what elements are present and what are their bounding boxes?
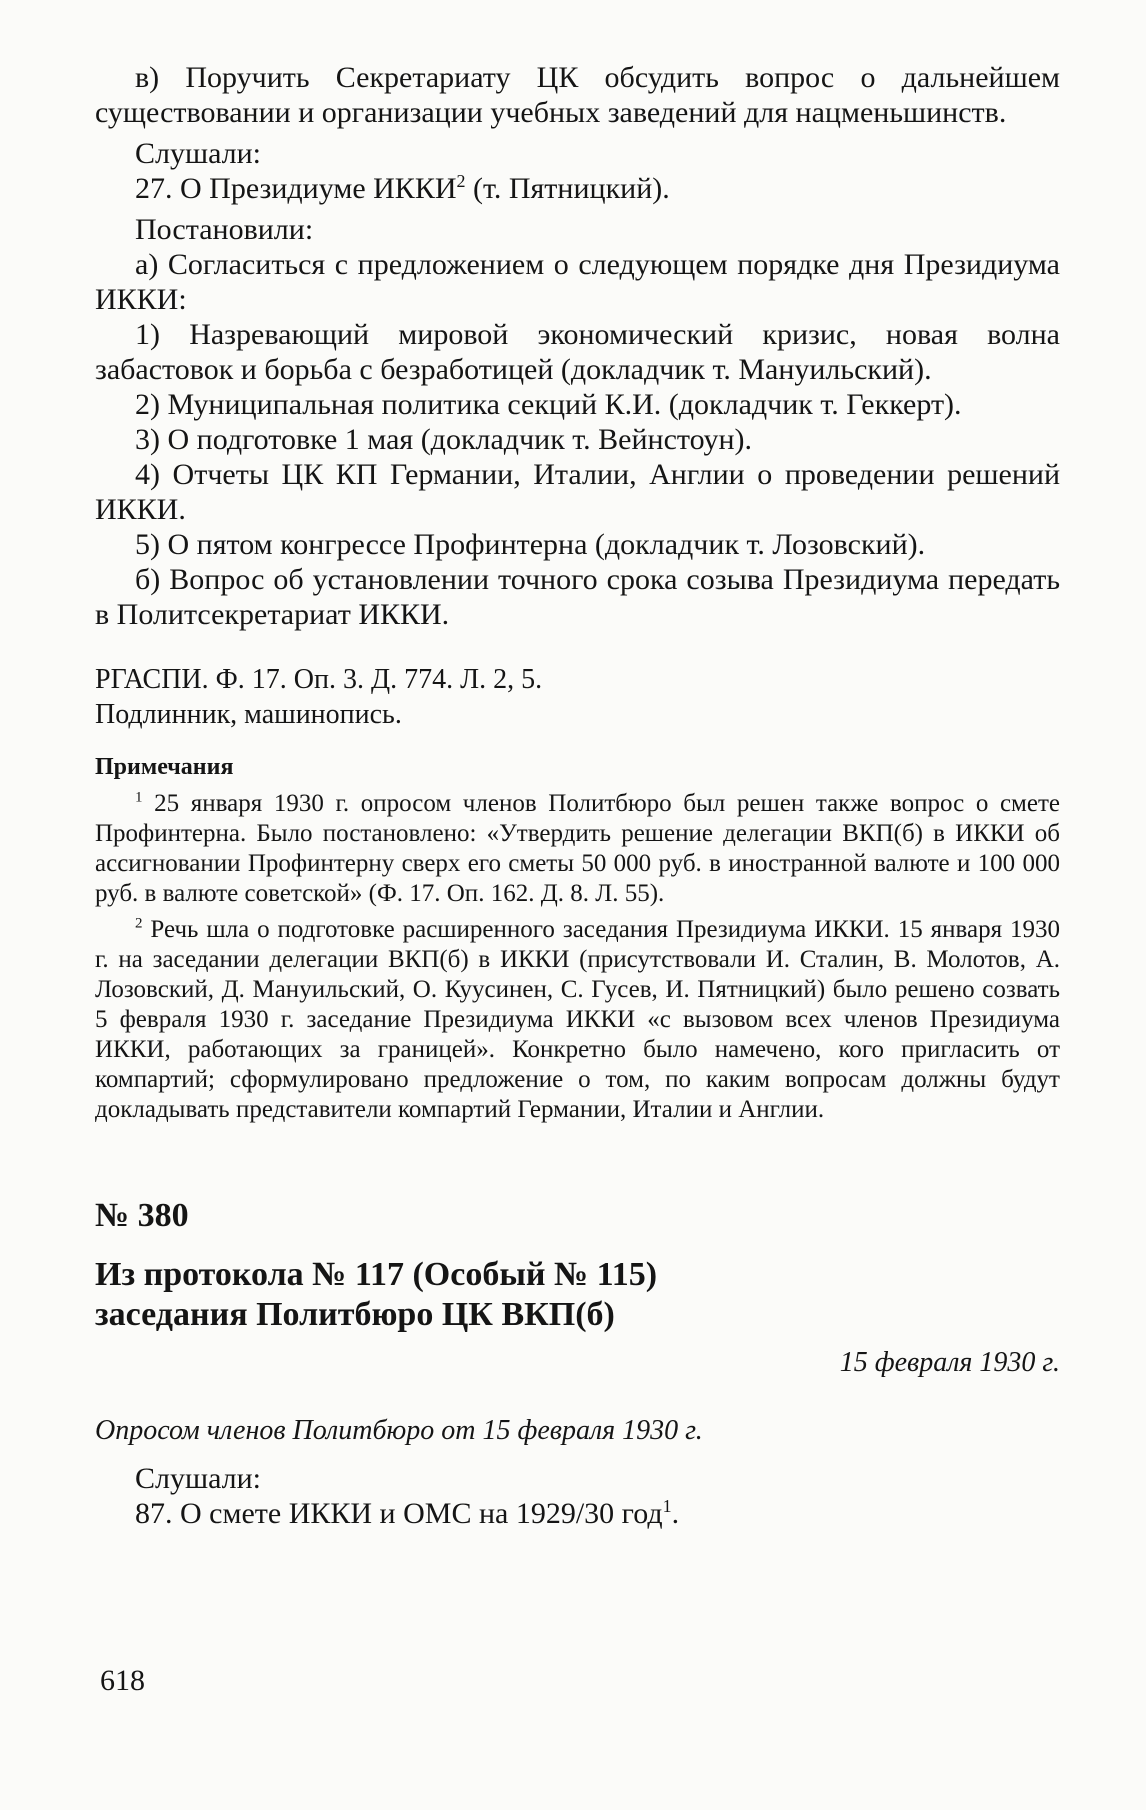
heading-line-1: Из протокола № 117 (Особый № 115) (95, 1256, 658, 1293)
decision-method: Опросом членов Политбюро от 15 февраля 1930 г. (95, 1415, 703, 1446)
footnote-2-text: Речь шла о подготовке расширенного заседания Президиума ИККИ. 15 января 1930 г. на заседании делегации ВКП(б) в ИККИ (присутствовали И. Сталин, В. Молотов, А. Лозовский, Д. Мануильский, О. Куусинен, С. Гусев, И. Пятницкий) было решено созвать 5 февраля 1930 г. заседание Президиума ИККИ «с вызовом всех членов Президиума ИККИ, работающих за границей». Конкретно было намечено, кого пригласить от компартий; сформулировано предложение о том, по каким вопросам должны будут докладывать представители компартий Германии, Италии и Англии. (95, 916, 1060, 1123)
document-date: 15 февраля 1930 г. (839, 1347, 1060, 1378)
agenda-item-2: 2) Муниципальная политика секций К.И. (докладчик т. Геккерт). (135, 388, 962, 421)
item-b: б) Вопрос об установлении точного срока созыва Президиума передать в Политсекретариат ИККИ. (95, 563, 1060, 631)
footnote-1-mark: 1 (135, 789, 143, 806)
notes-title: Примечания (95, 754, 234, 780)
footnote-ref-2: 2 (456, 171, 466, 191)
footnote-1 (95, 789, 1060, 909)
resolved-label: Постановили: (135, 213, 314, 246)
point-87 (95, 1496, 1060, 1531)
point-87-tail: . (671, 1497, 680, 1530)
book-page (95, 60, 1060, 1760)
footnote-1-text: 25 января 1930 г. опросом членов Политбюро был решен также вопрос о смете Профинтерна. Было постановлено: «Утвердить решение делегации ВКП(б) в ИККИ об ассигновании Профинтерну сверх его сметы 50 000 руб. в иностранной валюте и 100 000 руб. в валюте советской» (Ф. 17. Оп. 162. Д. 8. Л. 55). (95, 790, 1060, 907)
footnote-2 (95, 915, 1060, 1125)
document-number: № 380 (95, 1197, 189, 1234)
agenda-item-5: 5) О пятом конгрессе Профинтерна (докладчик т. Лозовский). (135, 528, 926, 561)
document-heading (95, 1255, 1060, 1335)
archive-reference: РГАСПИ. Ф. 17. Оп. 3. Д. 774. Л. 2, 5. (95, 664, 543, 695)
agenda-item-1: 1) Назревающий мировой экономический кризис, новая волна забастовок и борьба с безработицей (докладчик т. Мануильский). (95, 318, 1060, 386)
point-27 (95, 171, 1060, 206)
heard-label-2: Слушали: (135, 1462, 262, 1495)
agenda-item-3: 3) О подготовке 1 мая (докладчик т. Вейнстоун). (135, 423, 753, 456)
page-number: 618 (100, 1664, 145, 1697)
point-27-tail: (т. Пятницкий). (465, 172, 670, 205)
footnote-ref-1: 1 (662, 1496, 672, 1516)
point-27-text: 27. О Президиуме ИККИ (135, 172, 457, 205)
source-block (95, 662, 1060, 732)
heard-label: Слушали: (135, 137, 262, 170)
agenda-item-4: 4) Отчеты ЦК КП Германии, Италии, Англии о проведении решений ИККИ. (95, 458, 1060, 526)
footnote-2-mark: 2 (135, 915, 143, 932)
item-a: а) Согласиться с предложением о следующем порядке дня Президиума ИККИ: (95, 248, 1060, 316)
item-v: в) Поручить Секретариату ЦК обсудить вопрос о дальнейшем существовании и организации учебных заведений для нацменьшинств. (95, 61, 1060, 129)
point-87-text: 87. О смете ИККИ и ОМС на 1929/30 год (135, 1497, 663, 1530)
document-type: Подлинник, машинопись. (95, 699, 402, 730)
heading-line-2: заседания Политбюро ЦК ВКП(б) (95, 1296, 615, 1333)
